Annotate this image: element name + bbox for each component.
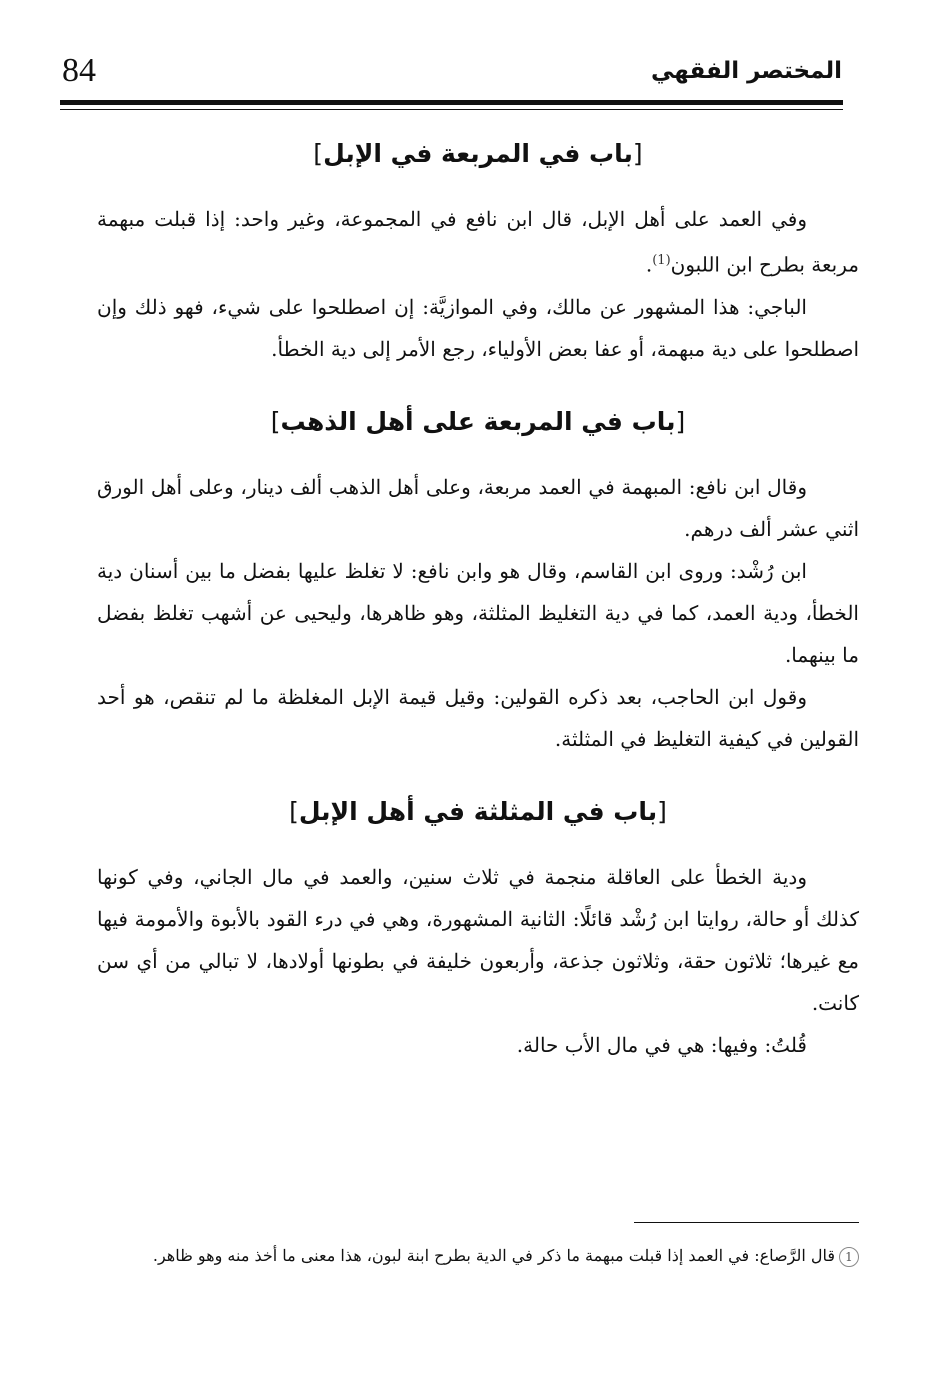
paragraph: ابن رُشْد: وروى ابن القاسم، وقال هو وابن نافع: لا تغلظ عليها بفضل ما بين أسنان دية الخطأ، ودية العمد، كما في دية التغليظ المثلثة، وهو ظاهرها، وليحيى عن أشهب تغلظ بفضل ما بينهما.	[97, 558, 859, 667]
footnote-reference[interactable]: (1)	[652, 253, 671, 268]
header-rule-thick	[60, 100, 843, 105]
footnote-separator	[634, 1222, 859, 1223]
section-heading-text: باب في المثلثة في أهل الإبل	[298, 796, 658, 826]
paragraph: وفي العمد على أهل الإبل، قال ابن نافع في المجموعة، وغير واحد: إذا قبلت مبهمة مربعة بطرح ابن اللبون$^{(1)}$.	[97, 207, 859, 277]
paragraph: وقول ابن الحاجب، بعد ذكره القولين: وقيل قيمة الإبل المغلظة ما لم تنقص، هو أحد القولين في كيفية التغليظ في المثلثة.	[97, 684, 859, 751]
footnote-text: قال الرَّصاع: في العمد إذا قبلت مبهمة ما ذكر في الدية بطرح ابنة لبون، هذا معنى ما أخذ منه وهو ظاهر.	[152, 1246, 835, 1265]
paragraph: الباجي: هذا المشهور عن مالك، وفي الموازيَّة: إن اصطلحوا على شيء، فهو ذلك وإن اصطلحوا على دية مبهمة، أو عفا بعض الأولياء، رجع الأمر إلى دية الخطأ.	[97, 294, 859, 361]
paragraph: ودية الخطأ على العاقلة منجمة في ثلاث سنين، والعمد في مال الجاني، وفي كونها كذلك أو حالة، روايتا ابن رُشْد قائلًا: الثانية المشهورة، وهي في درء القود بالأبوة والأمومة فيها مع غيرها؛ ثلاثون حقة، وثلاثون جذعة، وأربعون خليفة في بطونها أولادها، لا تبالي من أي سن كانت.	[97, 864, 859, 1015]
page-number: 84	[62, 52, 96, 89]
paragraph: وقال ابن نافع: المبهمة في العمد مربعة، وعلى أهل الذهب ألف دينار، وعلى أهل الورق اثني عشر ألف درهم.	[97, 474, 859, 541]
section-heading: [باب في المربعة على أهل الذهب]	[270, 406, 686, 436]
footnote	[98, 1238, 859, 1274]
header-rule-thin	[60, 109, 843, 110]
section-heading: [باب في المثلثة في أهل الإبل]	[289, 796, 667, 826]
section-heading-text: باب في المربعة في الإبل	[323, 139, 633, 168]
page-body	[97, 128, 859, 1066]
paragraph: قُلتُ: وفيها: هي في مال الأب حالة.	[516, 1032, 807, 1057]
section-heading: [باب في المربعة في الإبل]	[313, 139, 643, 168]
footnote-number: 1	[839, 1247, 859, 1267]
running-title: المختصر الفقهي	[651, 58, 842, 84]
section-heading-text: باب في المربعة على أهل الذهب	[280, 406, 676, 436]
